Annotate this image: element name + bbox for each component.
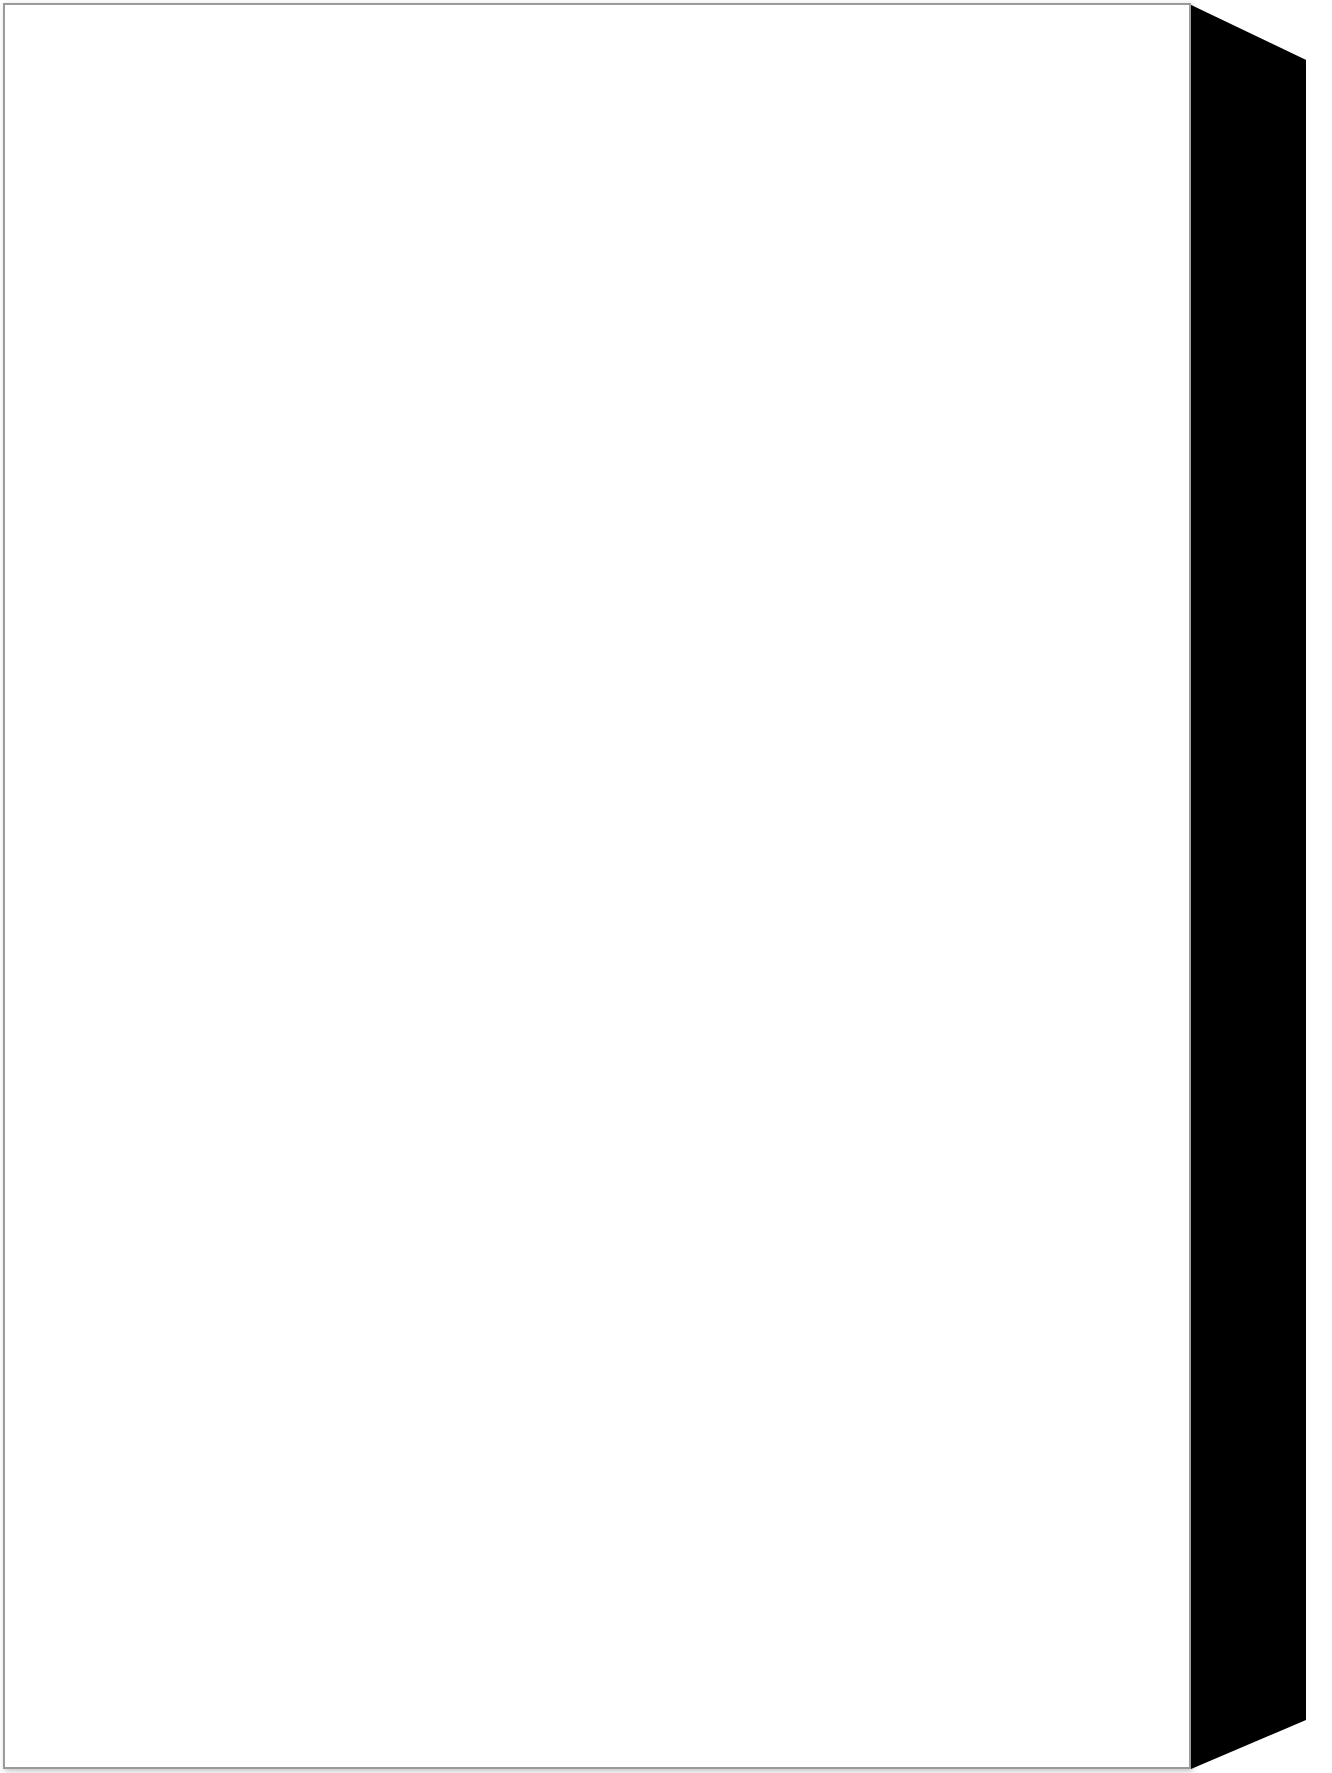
book-side-face xyxy=(1191,5,1306,1769)
book-page xyxy=(3,3,1191,1769)
running-head xyxy=(1003,1548,1021,1577)
